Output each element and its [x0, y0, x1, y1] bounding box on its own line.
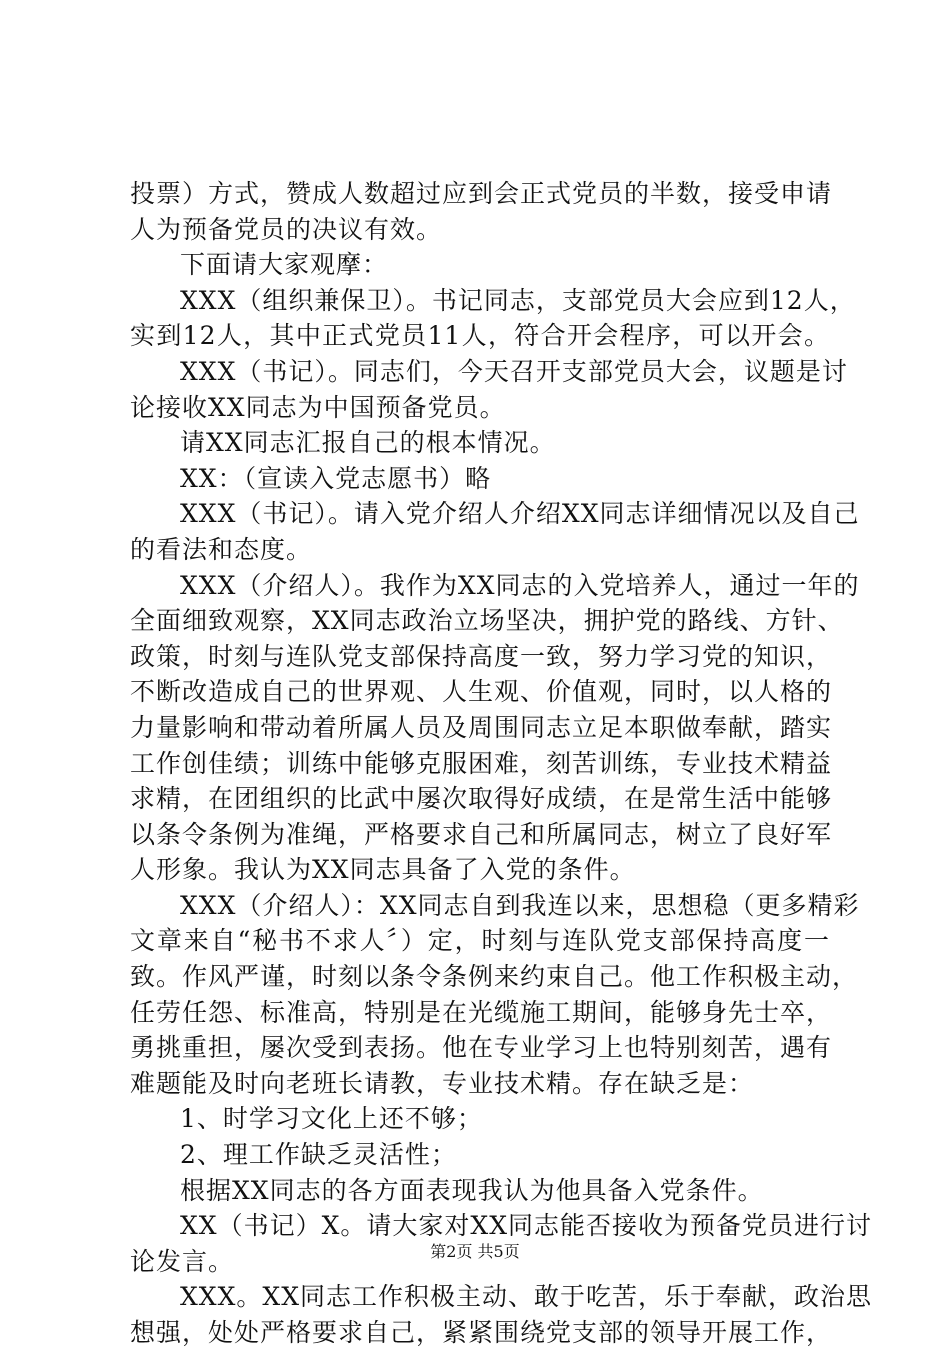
text-line: 下面请大家观摩： — [180, 250, 389, 280]
text-line: 以条令条例为准绳，严格要求自己和所属同志，树立了良好军 — [130, 819, 833, 849]
text-line: 人为预备党员的决议有效。 — [130, 214, 443, 244]
text-line: 1、时学习文化上还不够； — [180, 1104, 483, 1134]
text-line: 任劳任怨、标准高，特别是在光缆施工期间，能够身先士卒， — [130, 997, 833, 1027]
text-line: 文章来自“秘书不求人〞）定，时刻与连队党支部保持高度一 — [130, 926, 830, 956]
text-line: XXX（介绍人）：XX同志自到我连以来，思想稳（更多精彩 — [180, 890, 860, 920]
text-line: 想强，处处严格要求自己，紧紧围绕党支部的领导开展工作， — [130, 1318, 833, 1347]
text-line: 致。作风严谨，时刻以条令条例来约束自己。他工作积极主动， — [130, 962, 859, 992]
text-line: XX（书记）X。请大家对XX同志能否接收为预备党员进行讨 — [180, 1211, 872, 1241]
text-line: XX：（宣读入党志愿书）略 — [180, 463, 492, 493]
text-line: XXX。XX同志工作积极主动、敢于吃苦，乐于奉献，政治思 — [180, 1282, 872, 1312]
page-number-label: 第2页 共5页 — [430, 1242, 520, 1261]
text-line: 全面细致观察，XX同志政治立场坚决，拥护党的路线、方针、 — [130, 606, 844, 636]
text-line: 根据XX同志的各方面表现我认为他具备入党条件。 — [180, 1175, 764, 1205]
text-line: 难题能及时向老班长请教，专业技术精。存在缺乏是： — [130, 1068, 755, 1098]
text-line: 论接收XX同志为中国预备党员。 — [130, 392, 506, 422]
page-footer — [0, 1240, 950, 1264]
text-line: 工作创佳绩；训练中能够克服困难，刻苦训练，专业技术精益 — [130, 748, 833, 778]
text-line: XXX（书记）。同志们，今天召开支部党员大会，议题是讨 — [180, 356, 848, 386]
text-line: XXX（书记）。请入党介绍人介绍XX同志详细情况以及自己 — [180, 499, 860, 529]
text-line: 投票）方式，赞成人数超过应到会正式党员的半数，接受申请 — [130, 179, 833, 208]
document-body — [130, 176, 872, 1351]
text-line: 的看法和态度。 — [130, 534, 313, 564]
text-line: 政策，时刻与连队党支部保持高度一致，努力学习党的知识， — [130, 641, 833, 671]
text-line: 力量影响和带动着所属人员及周围同志立足本职做奉献，踏实 — [130, 712, 833, 742]
text-line: 不断改造成自己的世界观、人生观、价值观，同时，以人格的 — [130, 677, 833, 707]
text-line: 论发言。 — [130, 1246, 235, 1276]
text-line: 实到12人，其中正式党员11人，符合开会程序，可以开会。 — [130, 321, 830, 351]
text-line: XXX（介绍人）。我作为XX同志的入党培养人，通过一年的 — [180, 570, 860, 600]
text-line: XXX（组织兼保卫）。书记同志，支部党员大会应到12人， — [180, 285, 856, 315]
text-line: 勇挑重担，屡次受到表扬。他在专业学习上也特别刻苦，遇有 — [130, 1033, 833, 1063]
text-line: 请XX同志汇报自己的根本情况。 — [180, 428, 556, 458]
text-line: 2、理工作缺乏灵活性； — [180, 1140, 457, 1170]
text-line: 人形象。我认为XX同志具备了入党的条件。 — [130, 855, 636, 885]
text-line: 求精，在团组织的比武中屡次取得好成绩，在是常生活中能够 — [130, 784, 833, 814]
